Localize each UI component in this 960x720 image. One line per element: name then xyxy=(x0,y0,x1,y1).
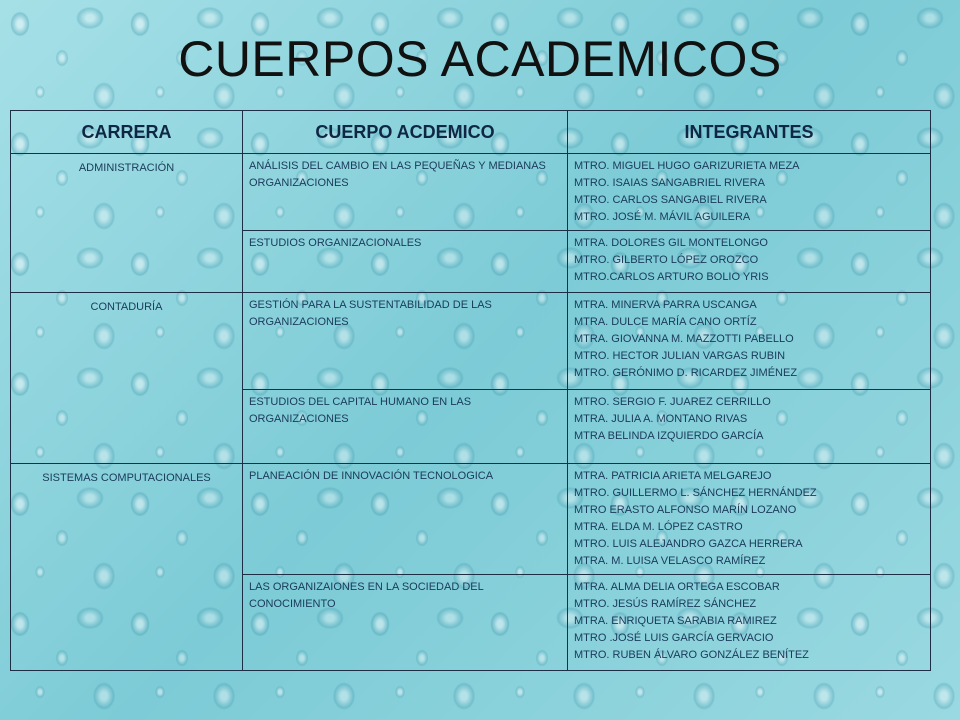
academic-body-cell: ANÁLISIS DEL CAMBIO EN LAS PEQUEÑAS Y MEDIANAS ORGANIZACIONES xyxy=(243,154,568,231)
member-name: MTRO. LUIS ALEJANDRO GAZCA HERRERA xyxy=(574,538,803,550)
member-name: MTRA BELINDA IZQUIERDO GARCÍA xyxy=(574,430,764,442)
members-cell xyxy=(568,390,931,464)
member-name: MTRO ERASTO ALFONSO MARÍN LOZANO xyxy=(574,504,797,516)
members-cell xyxy=(568,154,931,231)
member-name: MTRA. M. LUISA VELASCO RAMÍREZ xyxy=(574,555,766,567)
academic-body-cell: ESTUDIOS ORGANIZACIONALES xyxy=(243,231,568,293)
member-name: MTRO. JESÚS RAMÍREZ SÁNCHEZ xyxy=(574,598,757,610)
academic-body-cell: LAS ORGANIZAIONES EN LA SOCIEDAD DEL CONOCIMIENTO xyxy=(243,575,568,671)
header-integrantes: INTEGRANTES xyxy=(568,111,931,154)
member-name: MTRO. GILBERTO LÓPEZ OROZCO xyxy=(574,254,759,266)
member-name: MTRA. DOLORES GIL MONTELONGO xyxy=(574,237,768,249)
member-name: MTRA. MINERVA PARRA USCANGA xyxy=(574,299,757,311)
academic-body-cell: ESTUDIOS DEL CAPITAL HUMANO EN LAS ORGANIZACIONES xyxy=(243,390,568,464)
member-name: MTRO .JOSÉ LUIS GARCÍA GERVACIO xyxy=(574,632,774,644)
table-row xyxy=(11,464,931,575)
career-cell: SISTEMAS COMPUTACIONALES xyxy=(11,464,243,671)
header-carrera: CARRERA xyxy=(11,111,243,154)
member-name: MTRO. SERGIO F. JUAREZ CERRILLO xyxy=(574,396,771,408)
member-name: MTRA. GIOVANNA M. MAZZOTTI PABELLO xyxy=(574,333,794,345)
members-cell xyxy=(568,231,931,293)
academic-body-cell: GESTIÓN PARA LA SUSTENTABILIDAD DE LAS ORGANIZACIONES xyxy=(243,293,568,390)
member-name: MTRA. DULCE MARÍA CANO ORTÍZ xyxy=(574,316,757,328)
member-name: MTRO. MIGUEL HUGO GARIZURIETA MEZA xyxy=(574,160,800,172)
member-name: MTRA. JULIA A. MONTANO RIVAS xyxy=(574,413,748,425)
member-name: MTRO. JOSÉ M. MÁVIL AGUILERA xyxy=(574,211,751,223)
academic-bodies-table xyxy=(10,110,931,671)
table-row xyxy=(11,154,931,231)
page-title: CUERPOS ACADEMICOS xyxy=(178,31,782,87)
members-cell xyxy=(568,293,931,390)
members-cell xyxy=(568,575,931,671)
career-cell: ADMINISTRACIÓN xyxy=(11,154,243,293)
members-cell xyxy=(568,464,931,575)
member-name: MTRO. HECTOR JULIAN VARGAS RUBIN xyxy=(574,350,786,362)
member-name: MTRA. ENRIQUETA SARABIA RAMIREZ xyxy=(574,615,777,627)
member-name: MTRA. PATRICIA ARIETA MELGAREJO xyxy=(574,470,772,482)
header-row xyxy=(11,111,931,154)
table-row xyxy=(11,293,931,390)
academic-body-cell: PLANEACIÓN DE INNOVACIÓN TECNOLOGICA xyxy=(243,464,568,575)
member-name: MTRO. ISAIAS SANGABRIEL RIVERA xyxy=(574,177,765,189)
member-name: MTRA. ALMA DELIA ORTEGA ESCOBAR xyxy=(574,581,780,593)
member-name: MTRO. GERÓNIMO D. RICARDEZ JIMÉNEZ xyxy=(574,367,798,379)
member-name: MTRO. GUILLERMO L. SÁNCHEZ HERNÁNDEZ xyxy=(574,487,817,499)
career-cell: CONTADURÍA xyxy=(11,293,243,464)
member-name: MTRO. CARLOS SANGABIEL RIVERA xyxy=(574,194,767,206)
member-name: MTRA. ELDA M. LÓPEZ CASTRO xyxy=(574,521,743,533)
member-name: MTRO.CARLOS ARTURO BOLIO YRIS xyxy=(574,271,769,283)
member-name: MTRO. RUBEN ÁLVARO GONZÁLEZ BENÍTEZ xyxy=(574,649,809,661)
header-cuerpo: CUERPO ACDEMICO xyxy=(243,111,568,154)
